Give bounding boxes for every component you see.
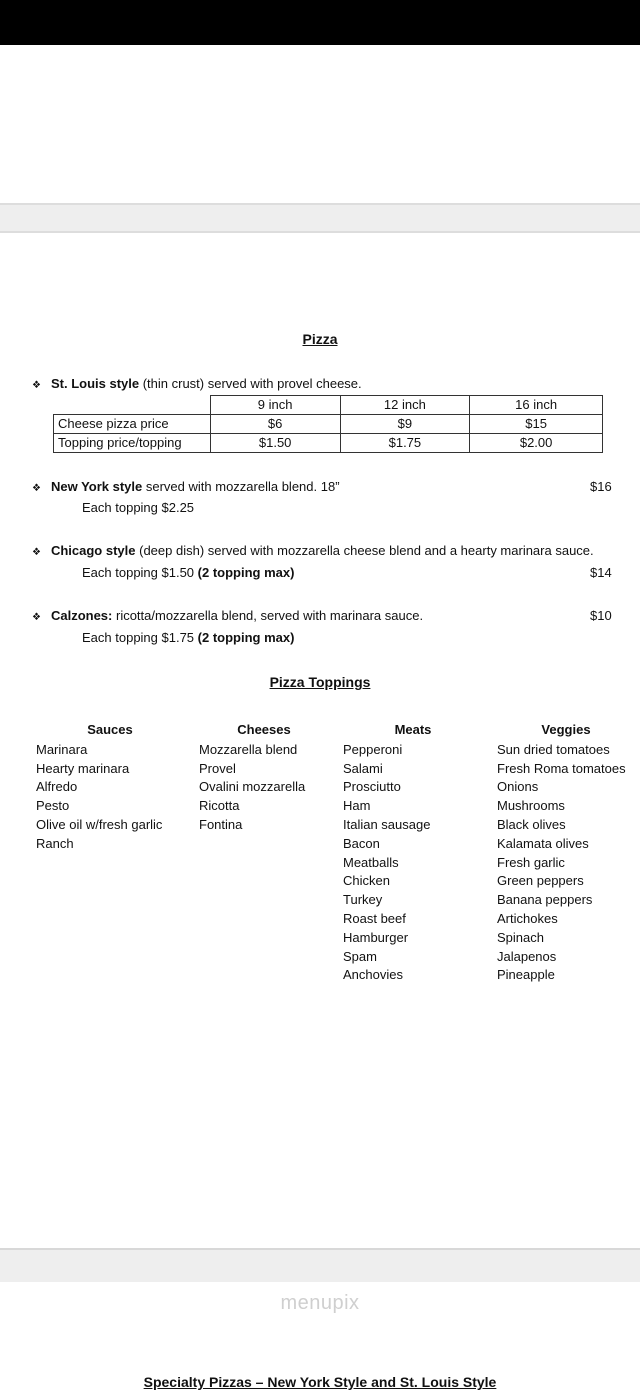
list-item: Kalamata olives: [497, 835, 589, 851]
list-item: Ricotta: [199, 798, 240, 814]
column-heading: Sauces: [87, 722, 133, 737]
table-cell: $6: [210, 415, 340, 434]
table-cell: $1.50: [210, 434, 340, 453]
table-cell: $2.00: [470, 434, 603, 453]
table-header-row: [54, 396, 603, 415]
column-heading: Cheeses: [237, 722, 291, 737]
table-header-cell: 16 inch: [470, 396, 603, 415]
list-item: Artichokes: [497, 910, 558, 926]
calzones-line: [32, 608, 423, 623]
toppings-heading: Pizza Toppings: [269, 674, 371, 690]
list-item: Ranch: [36, 835, 74, 851]
new-york-name: New York style: [50, 479, 143, 494]
st-louis-price-table: [53, 395, 603, 453]
table-cell: $15: [470, 415, 603, 434]
table-row: [54, 415, 603, 434]
bullet-icon: ❖: [32, 380, 41, 391]
table-header-cell: 12 inch: [340, 396, 470, 415]
chicago-topping-max: (2 topping max): [197, 565, 295, 580]
calzones-topping-line: [82, 630, 294, 645]
list-item: Italian sausage: [343, 816, 431, 832]
calzones-topping: Each topping $1.75: [82, 630, 198, 645]
list-item: Fontina: [199, 816, 243, 832]
calzones-topping-max: (2 topping max): [197, 630, 295, 645]
meats-column: [343, 721, 483, 985]
list-item: Fresh garlic: [497, 854, 565, 870]
column-heading: Veggies: [541, 722, 591, 737]
list-item: Meatballs: [343, 854, 399, 870]
column-heading: Meats: [394, 722, 432, 737]
page-separator: [0, 203, 640, 233]
list-item: Prosciutto: [343, 779, 401, 795]
list-item: Pesto: [36, 798, 70, 814]
list-item: Anchovies: [343, 967, 403, 983]
st-louis-name: St. Louis style: [50, 376, 140, 391]
chicago-price: $14: [590, 565, 612, 580]
table-cell: $9: [340, 415, 470, 434]
veggies-column: [497, 721, 635, 985]
sauces-column: [36, 721, 184, 854]
list-item: Mushrooms: [497, 798, 565, 814]
new-york-desc: served with mozzarella blend. 18”: [142, 479, 340, 494]
list-item: Bacon: [343, 835, 380, 851]
bullet-icon: ❖: [32, 547, 41, 558]
bullet-icon: ❖: [32, 483, 41, 494]
list-item: Pineapple: [497, 967, 555, 983]
list-item: Pepperoni: [343, 741, 403, 757]
chicago-line: [32, 543, 594, 558]
new-york-topping: Each topping $2.25: [82, 500, 195, 515]
table-cell: $1.75: [340, 434, 470, 453]
list-item: Spam: [343, 948, 377, 964]
list-item: Ovalini mozzarella: [199, 779, 306, 795]
list-item: Salami: [343, 760, 383, 776]
st-louis-desc: (thin crust) served with provel cheese.: [139, 376, 362, 391]
list-item: Spinach: [497, 929, 544, 945]
list-item: Onions: [497, 779, 539, 795]
chicago-name: Chicago style: [50, 543, 136, 558]
list-item: Provel: [199, 760, 236, 776]
list-item: Ham: [343, 798, 371, 814]
list-item: Turkey: [343, 892, 383, 908]
list-item: Fresh Roma tomatoes: [497, 760, 626, 776]
list-item: Marinara: [36, 741, 88, 757]
page-separator: [0, 1248, 640, 1282]
table-row: [54, 434, 603, 453]
cheeses-column: [199, 721, 329, 835]
st-louis-line: [32, 376, 362, 391]
list-item: Roast beef: [343, 910, 406, 926]
list-item: Alfredo: [36, 779, 78, 795]
list-item: Mozzarella blend: [199, 741, 298, 757]
chicago-topping-line: [82, 565, 294, 580]
new-york-price: $16: [590, 479, 612, 494]
list-item: Olive oil w/fresh garlic: [36, 816, 163, 832]
list-item: Hearty marinara: [36, 760, 130, 776]
calzones-name: Calzones:: [50, 608, 113, 623]
row-label: Cheese pizza price: [54, 415, 211, 434]
status-bar: [0, 0, 640, 45]
list-item: Chicken: [343, 873, 390, 889]
watermark: menupix: [280, 1292, 360, 1314]
chicago-topping: Each topping $1.50: [82, 565, 198, 580]
row-label: Topping price/topping: [54, 434, 211, 453]
list-item: Hamburger: [343, 929, 409, 945]
calzones-price: $10: [590, 608, 612, 623]
list-item: Sun dried tomatoes: [497, 741, 610, 757]
chicago-desc: (deep dish) served with mozzarella cheese blend and a hearty marinara sauce.: [135, 543, 594, 558]
pizza-heading: Pizza: [302, 331, 338, 347]
calzones-desc: ricotta/mozzarella blend, served with marinara sauce.: [112, 608, 424, 623]
list-item: Black olives: [497, 816, 566, 832]
list-item: Green peppers: [497, 873, 584, 889]
list-item: Banana peppers: [497, 892, 593, 908]
list-item: Jalapenos: [497, 948, 557, 964]
new-york-line: [32, 479, 340, 494]
table-header-cell: 9 inch: [210, 396, 340, 415]
next-page-heading: Specialty Pizzas – New York Style and St. Louis Style: [143, 1374, 497, 1390]
bullet-icon: ❖: [32, 612, 41, 623]
table-corner: [54, 396, 211, 415]
